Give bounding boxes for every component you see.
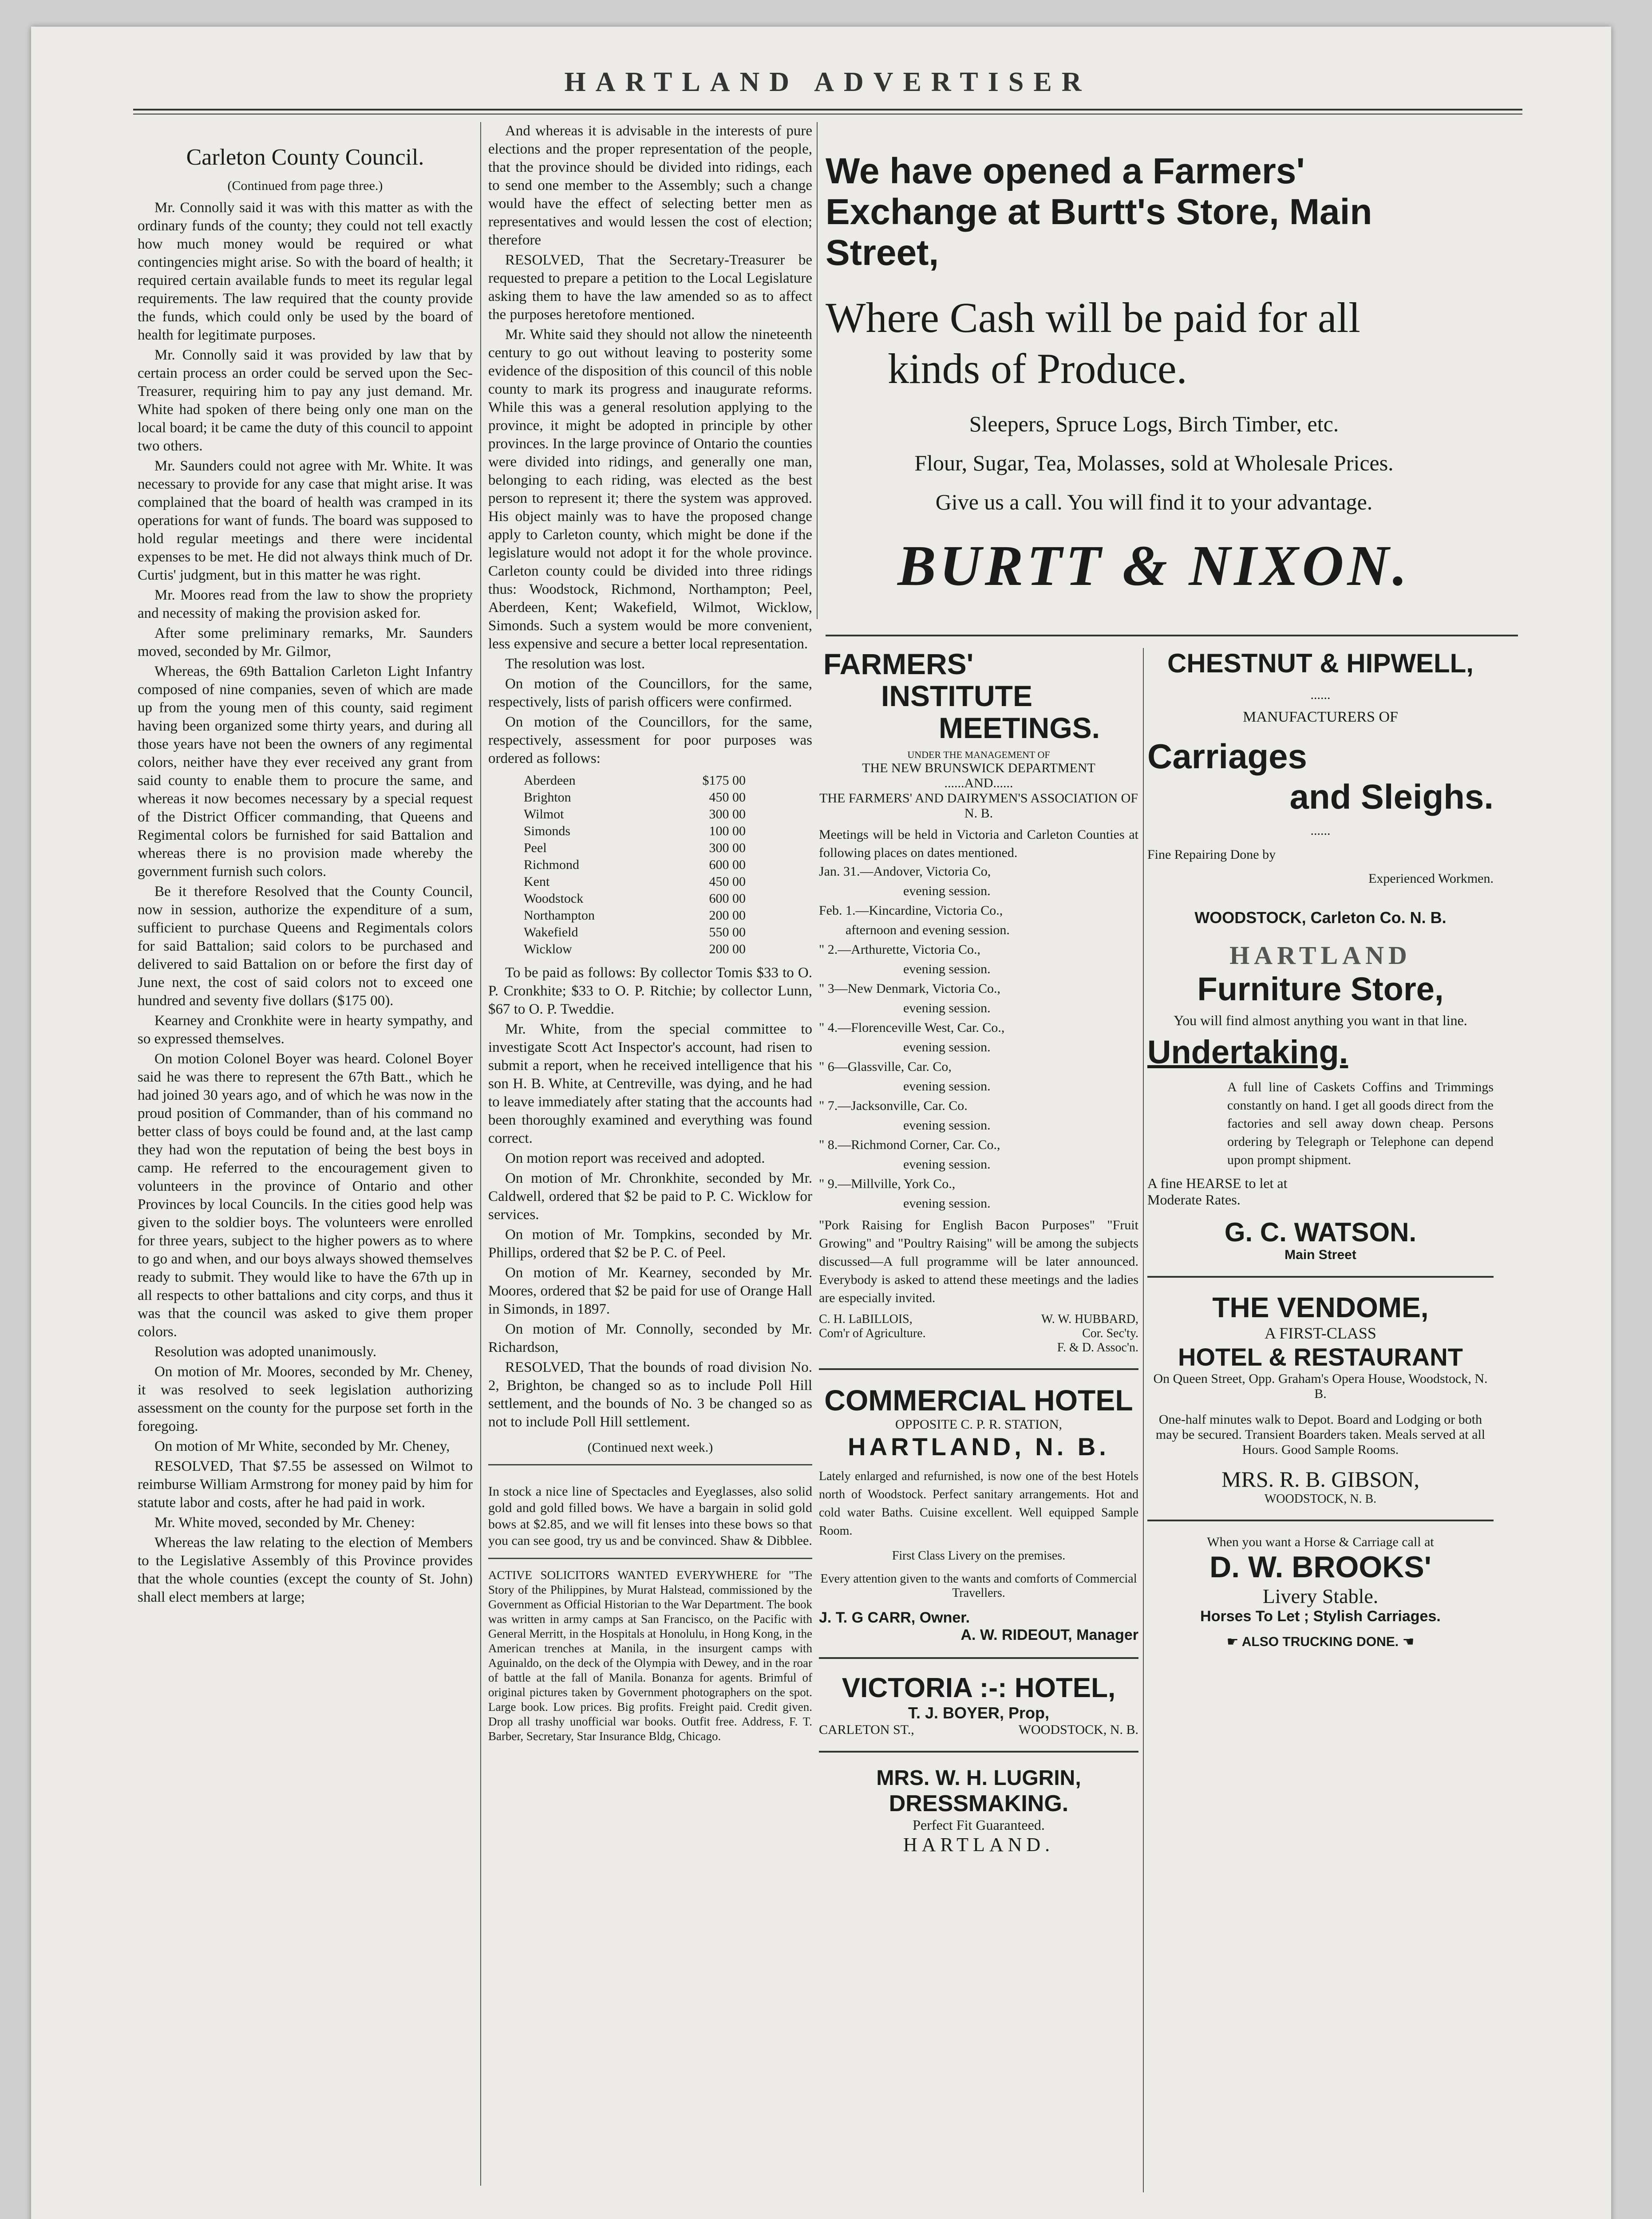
furniture-hearse: Moderate Rates.	[1147, 1192, 1241, 1208]
vendome-ad	[1147, 1276, 1494, 1506]
hotel-prop: T. J. BOYER, Prop,	[908, 1704, 1050, 1722]
furniture-text2: A full line of Caskets Coffins and Trimmings constantly on hand. I get all goods direct from the factories and sell away down cheap. Persons ordering by Telegraph or Telephone can depend upon prompt shipment.	[1227, 1080, 1494, 1167]
ad-cash-line: kinds of Produce.	[888, 345, 1187, 392]
brooks-trucking-label: ALSO TRUCKING DONE.	[1241, 1635, 1399, 1649]
hotel-title: COMMERCIAL HOTEL	[824, 1384, 1133, 1417]
paragraph: Whereas, the 69th Battalion Carleton Light Infantry composed of nine companies, seven of which are made up from the young men of this county, said regiment having been organized some thirty years, and during all those years have not been the owners of any regimental colors, neither have they ever received any grant from said county to enable them to procure the same, and whereas it now becomes necessary by a special request of the District Officer commanding, that Queens and Regimental colors be furnished for said Battalion and whereas there is no provision made whereby the government furnish such colors.	[138, 663, 473, 880]
hotel-opposite: OPPOSITE C. P. R. STATION,	[895, 1417, 1062, 1432]
list-item-session: evening session.	[903, 884, 991, 898]
paragraph: RESOLVED, That the Secretary-Treasurer be requested to prepare a petition to the Local Legislature asking them to have the law amended so as to affect the purposes heretofore mentioned.	[488, 252, 812, 323]
furniture-title: Furniture Store,	[1197, 971, 1444, 1007]
paragraph: Kearney and Cronkhite were in hearty sympathy, and so expressed themselves.	[138, 1013, 473, 1047]
paragraph: Mr. Moores read from the law to show the propriety and necessity of making the provision asked for.	[138, 587, 473, 621]
list-item-session: evening session.	[903, 1079, 991, 1094]
burtt-nixon-ad	[826, 151, 1482, 599]
newspaper-page	[31, 27, 1611, 2219]
table-row: Wilmot 300 00	[524, 807, 746, 821]
farmers-under: UNDER THE MANAGEMENT OF	[907, 749, 1050, 760]
farmers-institute-ad	[819, 648, 1138, 1355]
solicitors-ad: ACTIVE SOLICITORS WANTED EVERYWHERE for "The Story of the Philippines, by Murat Halstead, commissioned by the Government as Official Historian to the War Department. The book was written in army camps at San Francisco, on the Pacific with General Merritt, in the Hospitals at Honolulu, in Hong Kong, in the American trenches at Manila, in the insurgent camps with Aguinaldo, on the deck of the Olympia with Dewey, and in the roar of battle at the fall of Manila. Bonanza for agents. Brimful of original pictures taken by Government photographers on the spot. Large book. Low prices. Big profits. Freight paid. Credit given. Drop all trashy unofficial war books. Outfit free. Address, F. T. Barber, Secretary, Star Insurance Bldg, Chicago.	[488, 1568, 812, 1743]
paragraph: On motion of Mr. Tompkins, seconded by Mr. Phillips, ordered that $2 be P. C. of Peel.	[488, 1227, 812, 1261]
signature: C. H. LaBILLOIS,	[819, 1312, 913, 1326]
paragraph: On motion of Mr. Connolly, seconded by Mr. Richardson,	[488, 1321, 812, 1355]
pointing-hand-icon: ☛	[1226, 1635, 1242, 1649]
paragraph: On motion Colonel Boyer was heard. Colonel Boyer said he was there to represent the 67th Batt., which he had joined 30 years ago, and of which he was now in the proud position of Commander, than of his command no better class of boys could be found and, at the last camp they had won the reputation of being the best boys in camp. He referred to the encouragement given to volunteers in the province of Ontario and other Provinces by local Councils. In the cities good help was given to the soldier boys. The volunteers were enrolled for three years, subject to the higher powers as to where to go and when, and our boys always showed themselves ready to submit. They would like to have the 67th up in all respects to other battalions and city corps, and thus it was that the council was asked to give them proper colors.	[138, 1051, 473, 1340]
ads-column-4	[1147, 648, 1494, 2201]
lugrin-town: HARTLAND.	[903, 1834, 1055, 1856]
chestnut-dots: ......	[1310, 823, 1331, 838]
brooks-livery-ad	[1147, 1520, 1494, 1650]
column-divider	[480, 122, 481, 2186]
farmers-intro: Meetings will be held in Victoria and Carleton Counties at following places on dates mentioned.	[819, 827, 1138, 860]
article-continued: (Continued from page three.)	[227, 178, 383, 193]
brooks-stable: Livery Stable.	[1262, 1585, 1379, 1607]
list-item: " 4.—Florenceville West, Car. Co.,	[819, 1020, 1005, 1035]
list-item-session: evening session.	[903, 1196, 991, 1211]
article-body	[488, 122, 812, 768]
signature: W. W. HUBBARD,	[1041, 1312, 1138, 1326]
furniture-street: Main Street	[1284, 1248, 1356, 1262]
paragraph: Be it therefore Resolved that the County Council, now in session, authorize the expenditure of a sum, sufficient to purchase Queens and Regimentals colors for said Battalion; said colors to be purchased and delivered to said Battalion on or before the first day of June next, the cost of said colors not to exceed one hundred and seventy five dollars ($175 00).	[138, 884, 473, 1009]
list-item-session: afternoon and evening session.	[846, 923, 1010, 937]
ad-line: Flour, Sugar, Tea, Molasses, sold at Wholesale Prices.	[914, 450, 1394, 475]
table-row: Northampton 200 00	[524, 908, 746, 923]
masthead-rule-thin	[133, 114, 1522, 115]
lugrin-trade: DRESSMAKING.	[889, 1791, 1069, 1816]
farmers-title: MEETINGS.	[939, 711, 1100, 744]
farmers-note: "Pork Raising for English Bacon Purposes" "Fruit Growing" and "Poultry Raising" will be among the subjects discussed—A full programme will be later announced. Everybody is asked to attend these meetings and the ladies are especially invited.	[819, 1218, 1138, 1305]
signature-title: F. & D. Assoc'n.	[1057, 1341, 1138, 1354]
paragraph: RESOLVED, That the bounds of road division No. 2, Brighton, be changed so as to include Poll Hill settlement, and the bounds of No. 3 be changed so as not to include Poll Hill settlement.	[488, 1359, 812, 1430]
paragraph: RESOLVED, That $7.55 be assessed on Wilmot to reimburse William Armstrong for money paid by him for statute labor and costs, after he had paid in work.	[138, 1458, 473, 1511]
hotel-title: VICTORIA :-: HOTEL,	[842, 1673, 1116, 1703]
table-row: Aberdeen $175 00	[524, 773, 746, 788]
article-body	[488, 964, 812, 1431]
list-item: " 3—New Denmark, Victoria Co.,	[819, 981, 1000, 996]
paragraph: And whereas it is advisable in the interests of pure elections and the proper representation of the people, that the province should be divided into ridings, each to send one member to the Assembly; such a change would have the effect of selecting better men as representatives and would lessen the cost of election; therefore	[488, 123, 812, 248]
vendome-title: THE VENDOME,	[1212, 1291, 1429, 1323]
list-item: " 8.—Richmond Corner, Car. Co.,	[819, 1137, 1000, 1152]
furniture-store-ad	[1147, 940, 1494, 1263]
council-column-1	[138, 122, 473, 2186]
brooks-name: D. W. BROOKS'	[1209, 1550, 1431, 1584]
hotel-manager: A. W. RIDEOUT, Manager	[960, 1627, 1138, 1643]
farmers-signatures	[819, 1312, 1138, 1355]
farmers-schedule	[819, 862, 1138, 1213]
furniture-undertaking: Undertaking.	[1147, 1034, 1348, 1070]
ad-cash-line: Where Cash will be paid for all	[826, 294, 1360, 341]
chestnut-town: WOODSTOCK, Carleton Co. N. B.	[1194, 908, 1446, 927]
list-item: " 7.—Jacksonville, Car. Co.	[819, 1098, 968, 1113]
article-body	[138, 199, 473, 1607]
chestnut-workmen: Experienced Workmen.	[1368, 871, 1494, 886]
column-divider	[1143, 648, 1144, 2192]
chestnut-dots: ......	[1310, 687, 1331, 702]
hotel-owner: J. T. G CARR, Owner.	[819, 1609, 970, 1626]
vendome-town: WOODSTOCK, N. B.	[1264, 1492, 1377, 1506]
paragraph: Whereas the law relating to the election of Members to the Legislative Assembly of this Province provides that the whole counties (except the county of St. John) shall elect members at large;	[138, 1535, 473, 1605]
table-row: Simonds 100 00	[524, 824, 746, 838]
paragraph: Mr. Saunders could not agree with Mr. White. It was necessary to provide for any case that might arise. It was complained that the board of health was cramped in its operations for want of funds. The board was supposed to hold regular meetings and there were incidental expenses to be met. He did not always think much of Dr. Curtis' judgment, but in this matter he was right.	[138, 458, 473, 583]
farmers-dept: THE NEW BRUNSWICK DEPARTMENT	[862, 761, 1095, 775]
brooks-horses: Horses To Let ; Stylish Carriages.	[1200, 1608, 1441, 1625]
paragraph: Mr. White moved, seconded by Mr. Cheney:	[154, 1515, 415, 1531]
paragraph: On motion report was received and adopted.	[505, 1150, 765, 1166]
table-row: Wicklow 200 00	[524, 942, 746, 956]
table-row: Peel 300 00	[524, 841, 746, 855]
vendome-hotel: HOTEL & RESTAURANT	[1178, 1343, 1463, 1371]
furniture-owner: G. C. WATSON.	[1224, 1217, 1417, 1247]
table-row: Richmond 600 00	[524, 857, 746, 872]
ads-column-3	[819, 648, 1138, 2201]
paragraph: Mr. Connolly said it was provided by law that by certain process an order could be served upon the Sec-Treasurer, requiring him to pay any just demand. Mr. White had spoken of there being only one man on the local board; it be came the duty of this council to appoint two others.	[138, 347, 473, 454]
paragraph: On motion of the Councillors, for the same, respectively, assessment for poor purposes was ordered as follows:	[488, 714, 812, 766]
table-row: Kent 450 00	[524, 874, 746, 889]
furniture-town: HARTLAND	[1229, 941, 1411, 970]
continued-next: (Continued next week.)	[587, 1440, 713, 1455]
hotel-street: CARLETON ST.,	[819, 1722, 914, 1737]
hotel-address	[819, 1722, 1138, 1737]
list-item: Jan. 31.—Andover, Victoria Co,	[819, 864, 991, 879]
hotel-livery: First Class Livery on the premises.	[892, 1549, 1066, 1563]
lugrin-fit: Perfect Fit Guaranteed.	[913, 1817, 1045, 1833]
list-item: " 6—Glassville, Car. Co,	[819, 1059, 952, 1074]
paragraph: The resolution was lost.	[505, 656, 645, 672]
furniture-hearse: A fine HEARSE to let at	[1147, 1175, 1288, 1191]
hotel-text: Lately enlarged and refurnished, is now one of the best Hotels north of Woodstock. Perfect sanitary arrangements. Hot and cold water Baths. Cuisine excellent. Well equipped Sample Room.	[819, 1469, 1138, 1538]
assessment-table	[524, 772, 812, 958]
paragraph: On motion of the Councillors, for the same, respectively, lists of parish officers were confirmed.	[488, 676, 812, 710]
ad-line: Give us a call. You will find it to your advantage.	[935, 490, 1373, 514]
vendome-owner: MRS. R. B. GIBSON,	[1221, 1467, 1419, 1492]
article-title: Carleton County Council.	[186, 145, 424, 170]
signature-title: Cor. Sec'ty.	[1082, 1327, 1138, 1340]
spectacles-ad: In stock a nice line of Spectacles and Eyeglasses, also solid gold and gold filled bows. We have a bargain in solid gold bows at $2.85, and we will fit lenses into these bows so that you can see good, try us and be convinced. Shaw & Dibblee.	[488, 1484, 812, 1548]
list-item-session: evening session.	[903, 1157, 991, 1172]
chestnut-carriages: Carriages	[1147, 737, 1307, 776]
signature-title: Com'r of Agriculture.	[819, 1327, 926, 1340]
brooks-lead: When you want a Horse & Carriage call at	[1207, 1535, 1434, 1549]
divider	[488, 1558, 812, 1559]
furniture-text: You will find almost anything you want in that line.	[1174, 1012, 1467, 1028]
chestnut-sleighs: and Sleighs.	[1289, 777, 1494, 816]
list-item-session: evening session.	[903, 1001, 991, 1015]
paragraph: Resolution was adopted unanimously.	[154, 1344, 377, 1360]
divider	[488, 1464, 812, 1465]
table-row: Woodstock 600 00	[524, 891, 746, 906]
paragraph: After some preliminary remarks, Mr. Saunders moved, seconded by Mr. Gilmor,	[138, 625, 473, 659]
vendome-text: One-half minutes walk to Depot. Board and Lodging or both may be secured. Transient Boarders taken. Meals served at all Hours. Good Sample Rooms.	[1155, 1412, 1486, 1457]
list-item-session: evening session.	[903, 962, 991, 976]
list-item: " 2.—Arthurette, Victoria Co.,	[819, 942, 980, 957]
paragraph: On motion of Mr. Chronkhite, seconded by Mr. Caldwell, ordered that $2 be paid to P. C. Wicklow for services.	[488, 1170, 812, 1223]
paragraph: On motion of Mr. Kearney, seconded by Mr. Moores, ordered that $2 be paid for use of Orange Hall in Simonds, in 1897.	[488, 1265, 812, 1317]
lugrin-name: MRS. W. H. LUGRIN,	[876, 1766, 1081, 1790]
vendome-sub: A FIRST-CLASS	[1265, 1324, 1376, 1342]
lugrin-ad	[819, 1751, 1138, 1856]
commercial-hotel-ad	[819, 1368, 1138, 1644]
hotel-attn: Every attention given to the wants and comforts of Commercial Travellers.	[820, 1572, 1137, 1600]
farmers-assoc: THE FARMERS' AND DAIRYMEN'S ASSOCIATION OF N. B.	[819, 791, 1138, 821]
farmers-and: ......AND......	[944, 776, 1013, 790]
vendome-location: On Queen Street, Opp. Graham's Opera House, Woodstock, N. B.	[1153, 1371, 1488, 1401]
list-item: Feb. 1.—Kincardine, Victoria Co.,	[819, 903, 1003, 918]
farmers-title: INSTITUTE	[881, 679, 1032, 712]
hotel-town: WOODSTOCK, N. B.	[1018, 1722, 1138, 1737]
list-item: " 9.—Millville, York Co.,	[819, 1177, 956, 1191]
paragraph: On motion of Mr. Moores, seconded by Mr. Cheney, it was resolved to seek legislation authorizing assessment on the county for the purpose set forth in the foregoing.	[138, 1364, 473, 1434]
ad-divider	[826, 635, 1518, 636]
victoria-hotel-ad	[819, 1657, 1138, 1737]
chestnut-repair: Fine Repairing Done by	[1147, 847, 1276, 862]
council-column-2	[488, 122, 812, 2186]
paragraph: On motion of Mr White, seconded by Mr. Cheney,	[154, 1438, 450, 1454]
list-item-session: evening session.	[903, 1118, 991, 1133]
ad-headline: We have opened a Farmers' Exchange at Burtt's Store, Main Street,	[826, 151, 1372, 273]
chestnut-mfr: MANUFACTURERS OF	[1243, 709, 1398, 725]
farmers-title: FARMERS'	[823, 648, 974, 680]
ad-line: Sleepers, Spruce Logs, Birch Timber, etc.	[969, 411, 1339, 436]
paragraph: To be paid as follows: By collector Tomis $33 to O. P. Cronkhite; $33 to O. P. Ritchie; by collector Lunn, $67 to O. P. Tweddie.	[488, 965, 812, 1017]
masthead: HARTLAND ADVERTISER	[564, 67, 1091, 97]
hotel-place: HARTLAND, N. B.	[848, 1433, 1110, 1461]
burtt-nixon-name: BURTT & NIXON.	[897, 534, 1411, 598]
chestnut-title: CHESTNUT & HIPWELL,	[1167, 648, 1474, 678]
brooks-trucking	[1147, 1634, 1494, 1650]
chestnut-hipwell-ad	[1147, 648, 1494, 927]
list-item-session: evening session.	[903, 1040, 991, 1054]
pointing-hand-icon: ☚	[1399, 1635, 1415, 1649]
paragraph: Mr. Connolly said it was with this matter as with the ordinary funds of the county; they could not tell exactly how much money would be required or what contingencies might arise. So with the board of health; it required certain available funds to meet its regular legal requirements. The law required that the county provide the funds, which could only be used by the board of health for legitimate purposes.	[138, 200, 473, 343]
paragraph: Mr. White said they should not allow the nineteenth century to go out without leaving to posterity some evidence of the disposition of this council of this noble county to mark its progress and inaugurate reforms. While this was a general resolution applying to the province, it might be adopted in principle by other provinces. In the large province of Ontario the counties were divided into ridings, and generally one man, belonging to each riding, was elected as the best person to represent it; there the system was approved. His object mainly was to have the proposed change apply to Carleton county, which might be done if the legislature would not adopt it for the whole province. Carleton county could be divided into three ridings thus: Woodstock, Richmond, Northampton; Peel, Aberdeen, Kent; Wakefield, Wilmot, Wicklow, Simonds. Such a system would be more convenient, less expensive and secure a better local representation.	[488, 327, 812, 652]
table-row: Wakefield 550 00	[524, 925, 746, 940]
table-row: Brighton 450 00	[524, 790, 746, 805]
masthead-rule	[133, 109, 1522, 111]
column-divider	[817, 122, 818, 619]
paragraph: Mr. White, from the special committee to investigate Scott Act Inspector's account, had risen to submit a report, when he received intelligence that his son H. B. White, at Centreville, was dying, and he had to leave immediately after stating that the accounts had been thoroughly examined and everything was found correct.	[488, 1021, 812, 1146]
